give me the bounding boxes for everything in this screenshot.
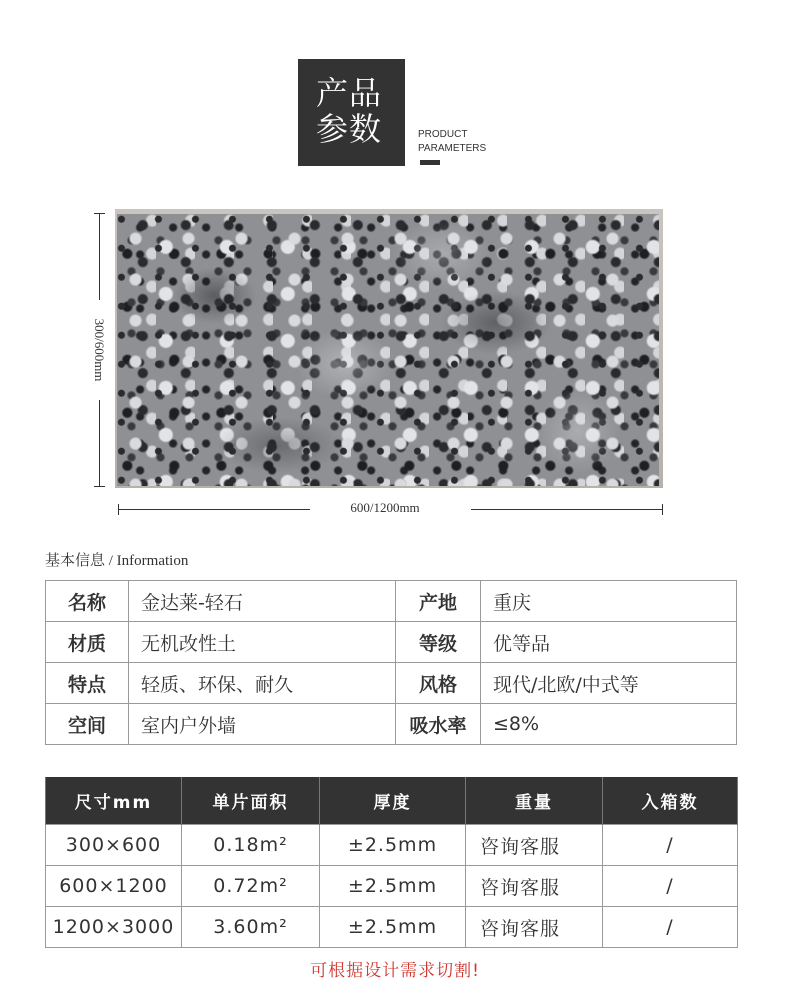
section-subtitle-line1: PRODUCT xyxy=(418,129,468,140)
width-dimension-label: 600/1200mm xyxy=(350,500,420,515)
info-value: 现代/北欧/中式等 xyxy=(481,663,737,704)
table-row xyxy=(46,704,737,745)
height-dimension-label: 300/600mm xyxy=(92,318,107,382)
height-dimension-tick-top xyxy=(94,213,105,214)
spec-size: 1200×3000 xyxy=(46,907,182,948)
spec-box-qty: / xyxy=(603,825,738,866)
info-key: 特点 xyxy=(46,663,129,704)
info-section-title: 基本信息 / Information xyxy=(45,553,189,569)
spec-thickness: ±2.5mm xyxy=(320,825,466,866)
info-key: 材质 xyxy=(46,622,129,663)
table-row xyxy=(46,825,738,866)
spec-thickness: ±2.5mm xyxy=(320,907,466,948)
spec-weight: 咨询客服 xyxy=(466,825,603,866)
info-key: 吸水率 xyxy=(396,704,481,745)
subtitle-underline xyxy=(420,160,440,165)
spec-area: 0.72m² xyxy=(182,866,320,907)
section-title-line1: 产品 xyxy=(316,74,383,112)
table-row xyxy=(46,866,738,907)
info-table xyxy=(45,580,737,745)
info-value: 优等品 xyxy=(481,622,737,663)
spec-box-qty: / xyxy=(603,907,738,948)
spec-thickness: ±2.5mm xyxy=(320,866,466,907)
table-row xyxy=(46,663,737,704)
info-key: 产地 xyxy=(396,581,481,622)
table-row xyxy=(46,907,738,948)
table-row xyxy=(46,581,737,622)
granite-texture-shading xyxy=(117,214,659,486)
product-image xyxy=(115,209,663,488)
spec-header-box-qty: 入箱数 xyxy=(603,777,738,825)
width-dimension-line-left xyxy=(118,509,310,510)
info-key: 空间 xyxy=(46,704,129,745)
info-value: 重庆 xyxy=(481,581,737,622)
info-value: 室内户外墙 xyxy=(129,704,396,745)
info-value: 无机改性土 xyxy=(129,622,396,663)
info-key: 名称 xyxy=(46,581,129,622)
spec-area: 3.60m² xyxy=(182,907,320,948)
info-key: 风格 xyxy=(396,663,481,704)
width-dimension-line-right xyxy=(471,509,663,510)
spec-weight: 咨询客服 xyxy=(466,907,603,948)
spec-area: 0.18m² xyxy=(182,825,320,866)
info-value: 轻质、环保、耐久 xyxy=(129,663,396,704)
info-value: 金达莱-轻石 xyxy=(129,581,396,622)
section-title-line2: 参数 xyxy=(316,110,383,148)
height-dimension-tick-bottom xyxy=(94,486,105,487)
section-subtitle xyxy=(418,128,486,156)
spec-header-row xyxy=(46,777,738,825)
table-row xyxy=(46,622,737,663)
info-key: 等级 xyxy=(396,622,481,663)
spec-header-weight: 重量 xyxy=(466,777,603,825)
section-title-block xyxy=(298,59,405,166)
spec-weight: 咨询客服 xyxy=(466,866,603,907)
info-value: ≤8% xyxy=(481,704,737,745)
spec-header-area: 单片面积 xyxy=(182,777,320,825)
section-subtitle-line2: PARAMETERS xyxy=(418,143,487,154)
spec-header-thickness: 厚度 xyxy=(320,777,466,825)
spec-header-size: 尺寸mm xyxy=(46,777,182,825)
cutting-note: 可根据设计需求切割! xyxy=(310,961,480,981)
spec-box-qty: / xyxy=(603,866,738,907)
spec-table xyxy=(45,777,738,948)
spec-size: 600×1200 xyxy=(46,866,182,907)
spec-size: 300×600 xyxy=(46,825,182,866)
width-dimension-tick-right xyxy=(662,504,663,515)
